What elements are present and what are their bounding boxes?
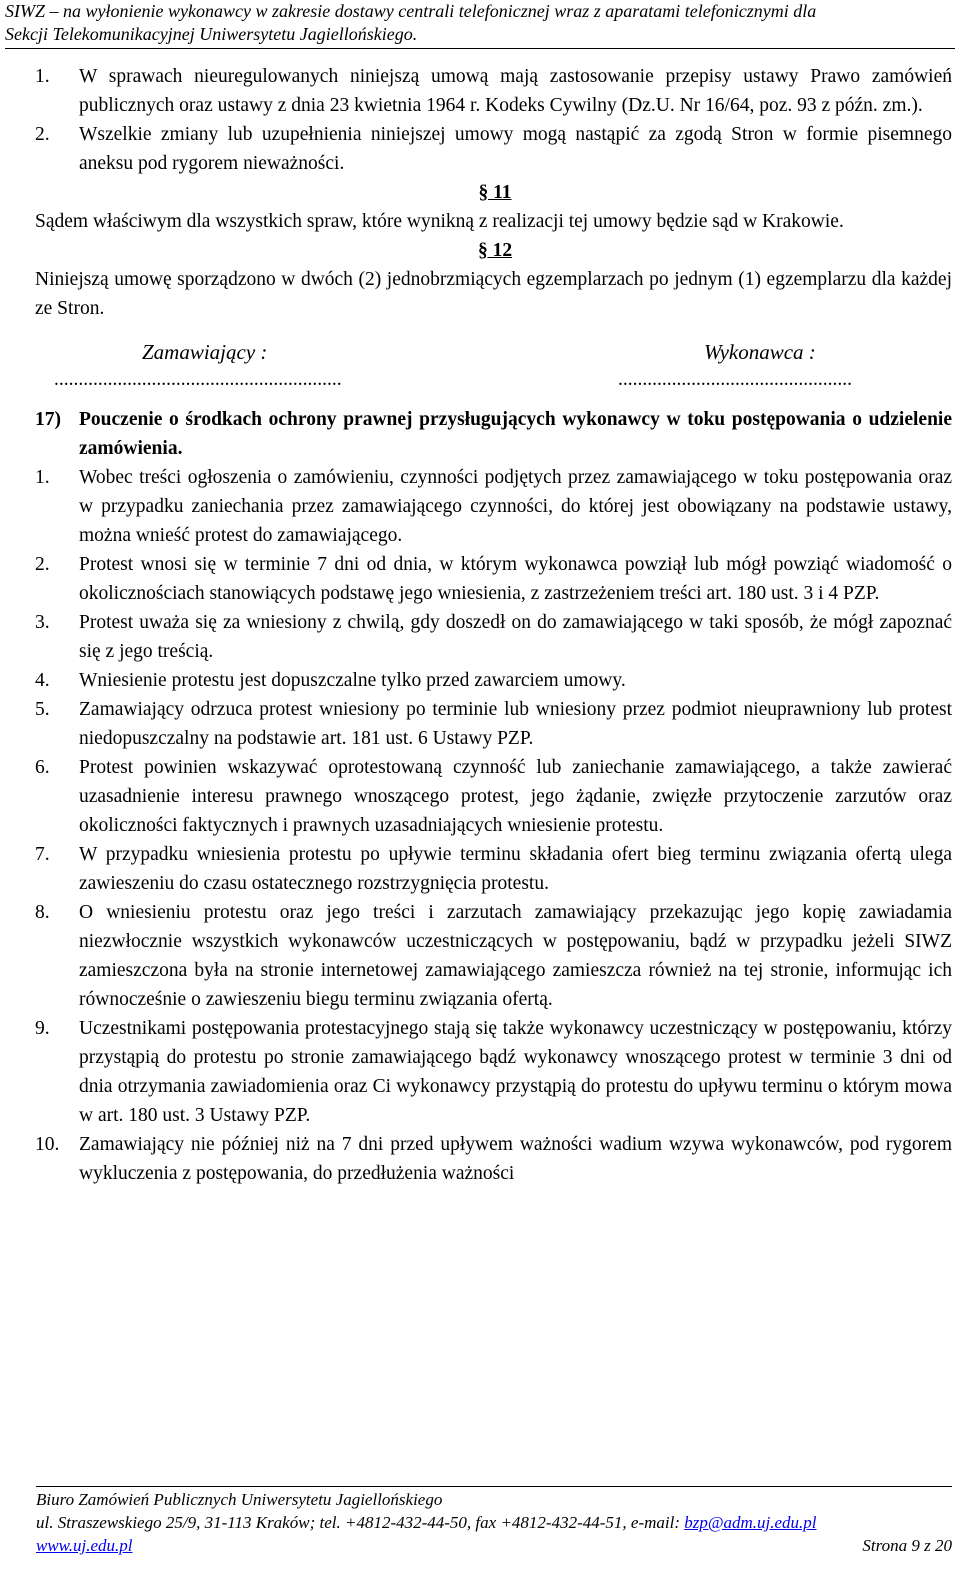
list-item: [35, 463, 952, 550]
item-text: Protest powinien wskazywać oprotestowaną czynność lub zaniechanie zamawiającego, a także zawierać uzasadnienie interesu prawnego wnoszącego protest, jego żądanie, zwięzłe przytoczenie zarzutów oraz okoliczności faktycznych i prawnych uzasadniających wniesienie protestu.: [79, 757, 952, 836]
contractor-signature-line: ................................................: [618, 369, 852, 390]
list-item: [35, 666, 952, 695]
item-number: 2.: [35, 554, 50, 575]
list-item: [35, 608, 952, 666]
item-text: Zamawiający odrzuca protest wniesiony po terminie lub wniesiony przez podmiot nieuprawniony lub protest niedopuszczalny na podstawie art. 181 ust. 6 Ustawy PZP.: [79, 699, 952, 749]
list-item: [35, 550, 952, 608]
section-11-heading: § 11: [478, 182, 512, 203]
item-text: W sprawach nieuregulowanych niniejszą umową mają zastosowanie przepisy ustawy Prawo zamówień publicznych oraz ustawy z dnia 23 kwietnia 1964 r. Kodeks Cywilny (Dz.U. Nr 16/64, poz. 93 z późn. zm.).: [79, 66, 952, 116]
section-12-text: Niniejszą umowę sporządzono w dwóch (2) jednobrzmiących egzemplarzach po jednym (1) egzemplarzu dla każdej ze Stron.: [35, 269, 952, 319]
item-number: 1.: [35, 66, 50, 87]
item-text: O wniesieniu protestu oraz jego treści i zarzutach zamawiający przekazując jego kopię zawiadamia niezwłocznie wszystkich wykonawców uczestniczących w postępowaniu, bądź w przypadku jeżeli SIWZ zamieszczona była na stronie internetowej zamawiającego zamieszcza również na tej stronie, informując ich równocześnie o zawieszeniu biegu terminu związania ofertą.: [79, 902, 952, 1010]
list-item: [35, 898, 952, 1014]
list-item: [35, 1130, 952, 1188]
item-text: W przypadku wniesienia protestu po upływie terminu składania ofert bieg terminu związania ofertą ulega zawieszeniu do czasu ostatecznego rozstrzygnięcia protestu.: [79, 844, 952, 894]
item-text: Wobec treści ogłoszenia o zamówieniu, czynności podjętych przez zamawiającego w toku postępowania oraz w przypadku zaniechania przez zamawiającego czynności, do której jest obowiązany na podstawie ustawy, można wnieść protest do zamawiającego.: [79, 467, 952, 546]
section-12-heading: § 12: [477, 240, 513, 261]
client-signature-label: Zamawiający :: [142, 340, 268, 364]
item-number: 4.: [35, 670, 50, 691]
item-number: 9.: [35, 1018, 50, 1039]
section-11-text: Sądem właściwym dla wszystkich spraw, które wynikną z realizacji tej umowy będzie sąd w Krakowie.: [35, 211, 844, 232]
section-17-number: 17): [35, 409, 61, 430]
header-line-1: SIWZ – na wyłonienie wykonawcy w zakresie dostawy centrali telefonicznej wraz z aparatami telefonicznymi dla: [5, 1, 817, 21]
footer-org: Biuro Zamówień Publicznych Uniwersytetu Jagiellońskiego: [36, 1490, 443, 1509]
item-number: 10.: [35, 1134, 60, 1155]
signature-block: [0, 337, 960, 393]
item-number: 3.: [35, 612, 50, 633]
client-signature: [0, 337, 480, 393]
list-item: [35, 840, 952, 898]
item-text: Uczestnikami postępowania protestacyjnego stają się także wykonawcy uczestniczący w postępowaniu, którzy przystąpią do protestu po stronie zamawiającego bądź wykonawcy wnoszącego protest w terminie 3 dni od dnia otrzymania zawiadomienia oraz Ci wykonawcy przystąpią do protestu do upływu terminu o którym mowa w art. 180 ust. 3 Ustawy PZP.: [79, 1018, 952, 1126]
list-item: [35, 120, 952, 178]
section-17-heading: [35, 405, 952, 463]
footer-bottom-row: [36, 1534, 952, 1557]
item-number: 6.: [35, 757, 50, 778]
item-number: 8.: [35, 902, 50, 923]
section-17-title: Pouczenie o środkach ochrony prawnej przysługujących wykonawcy w toku postępowania o udzielenie zamówienia.: [79, 409, 952, 459]
item-number: 2.: [35, 124, 50, 145]
item-text: Protest uważa się za wniesiony z chwilą, gdy doszedł on do zamawiającego w taki sposób, że mógł zapoznać się z jego treścią.: [79, 612, 952, 662]
page-footer: [36, 1486, 952, 1557]
item-text: Protest wnosi się w terminie 7 dni od dnia, w którym wykonawca powziął lub mógł powziąć wiadomość o okolicznościach stanowiących podstawę jego wniesienia, z zastrzeżeniem treści art. 180 ust. 3 i 4 PZP.: [79, 554, 952, 604]
footer-address-text: ul. Straszewskiego 25/9, 31-113 Kraków; tel. +4812-432-44-50, fax +4812-432-44-51, e-mail:: [36, 1513, 685, 1532]
list-item: [35, 62, 952, 120]
list-item: [35, 695, 952, 753]
email-link[interactable]: bzp@adm.uj.edu.pl: [684, 1513, 817, 1532]
item-text: Zamawiający nie później niż na 7 dni przed upływem ważności wadium wzywa wykonawców, pod rygorem wykluczenia z postępowania, do przedłużenia ważności: [79, 1134, 952, 1184]
item-number: 5.: [35, 699, 50, 720]
item-number: 7.: [35, 844, 50, 865]
list-item: [35, 753, 952, 840]
item-text: Wniesienie protestu jest dopuszczalne tylko przed zawarciem umowy.: [79, 670, 626, 691]
contractor-signature: [480, 337, 960, 393]
contractor-signature-label: Wykonawca :: [704, 340, 816, 364]
page-number: Strona 9 z 20: [862, 1536, 952, 1555]
remedies-list: [0, 463, 960, 1188]
item-number: 1.: [35, 467, 50, 488]
header-line-2: Sekcji Telekomunikacyjnej Uniwersytetu Jagiellońskiego.: [5, 24, 418, 44]
website-link[interactable]: www.uj.edu.pl: [36, 1536, 133, 1555]
document-body: [0, 62, 960, 1188]
footer-address: [36, 1511, 952, 1534]
client-signature-line: ...........................................................: [54, 369, 342, 390]
list-item: [35, 1014, 952, 1130]
item-text: Wszelkie zmiany lub uzupełnienia niniejszej umowy mogą nastąpić za zgodą Stron w formie pisemnego aneksu pod rygorem nieważności.: [79, 124, 952, 174]
page-header: [5, 0, 955, 49]
